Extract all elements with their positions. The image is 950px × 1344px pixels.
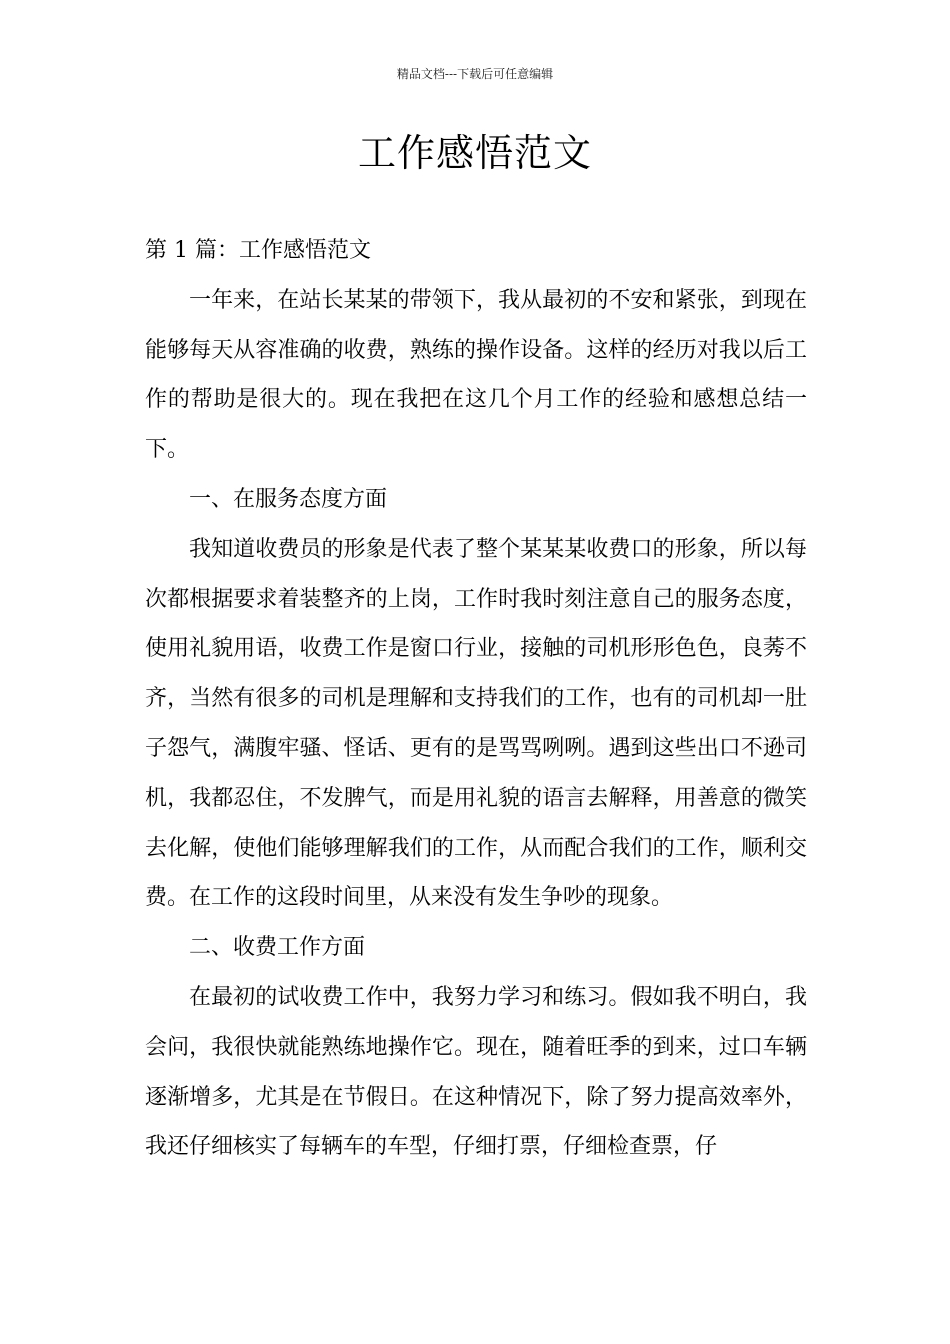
document-title: 工作感悟范文 [357,131,592,175]
document-body [145,226,807,1172]
section-heading: 第 1 篇：工作感悟范文 [145,238,371,263]
subheading-service-attitude: 一、在服务态度方面 [189,486,388,512]
paragraph-toll-work: 在最初的试收费工作中，我努力学习和练习。假如我不明白，我会问，我很快就能熟练地操作它。现在，随着旺季的到来，过口车辆逐渐增多，尤其是在节假日。在这种情况下，除了努力提高效率外，我还仔细核实了每辆车的车型，仔细打票，仔细检查票，仔 [145,984,807,1160]
paragraph-service-attitude: 我知道收费员的形象是代表了整个某某某收费口的形象，所以每次都根据要求着装整齐的上岗，工作时我时刻注意自己的服务态度，使用礼貌用语，收费工作是窗口行业，接触的司机形形色色，良莠不齐，当然有很多的司机是理解和支持我们的工作，也有的司机却一肚子怨气，满腹牢骚、怪话、更有的是骂骂咧咧。遇到这些出口不逊司机，我都忍住，不发脾气，而是用礼貌的语言去解释，用善意的微笑去化解，使他们能够理解我们的工作，从而配合我们的工作，顺利交费。在工作的这段时间里，从来没有发生争吵的现象。 [145,536,807,911]
paragraph-intro: 一年来，在站长某某的带领下，我从最初的不安和紧张，到现在能够每天从容准确的收费，熟练的操作设备。这样的经历对我以后工作的帮助是很大的。现在我把在这几个月工作的经验和感想总结一下。 [145,287,807,463]
header-note: 精品文档---下载后可任意编辑 [396,67,554,81]
subheading-toll-work: 二、收费工作方面 [189,935,366,961]
